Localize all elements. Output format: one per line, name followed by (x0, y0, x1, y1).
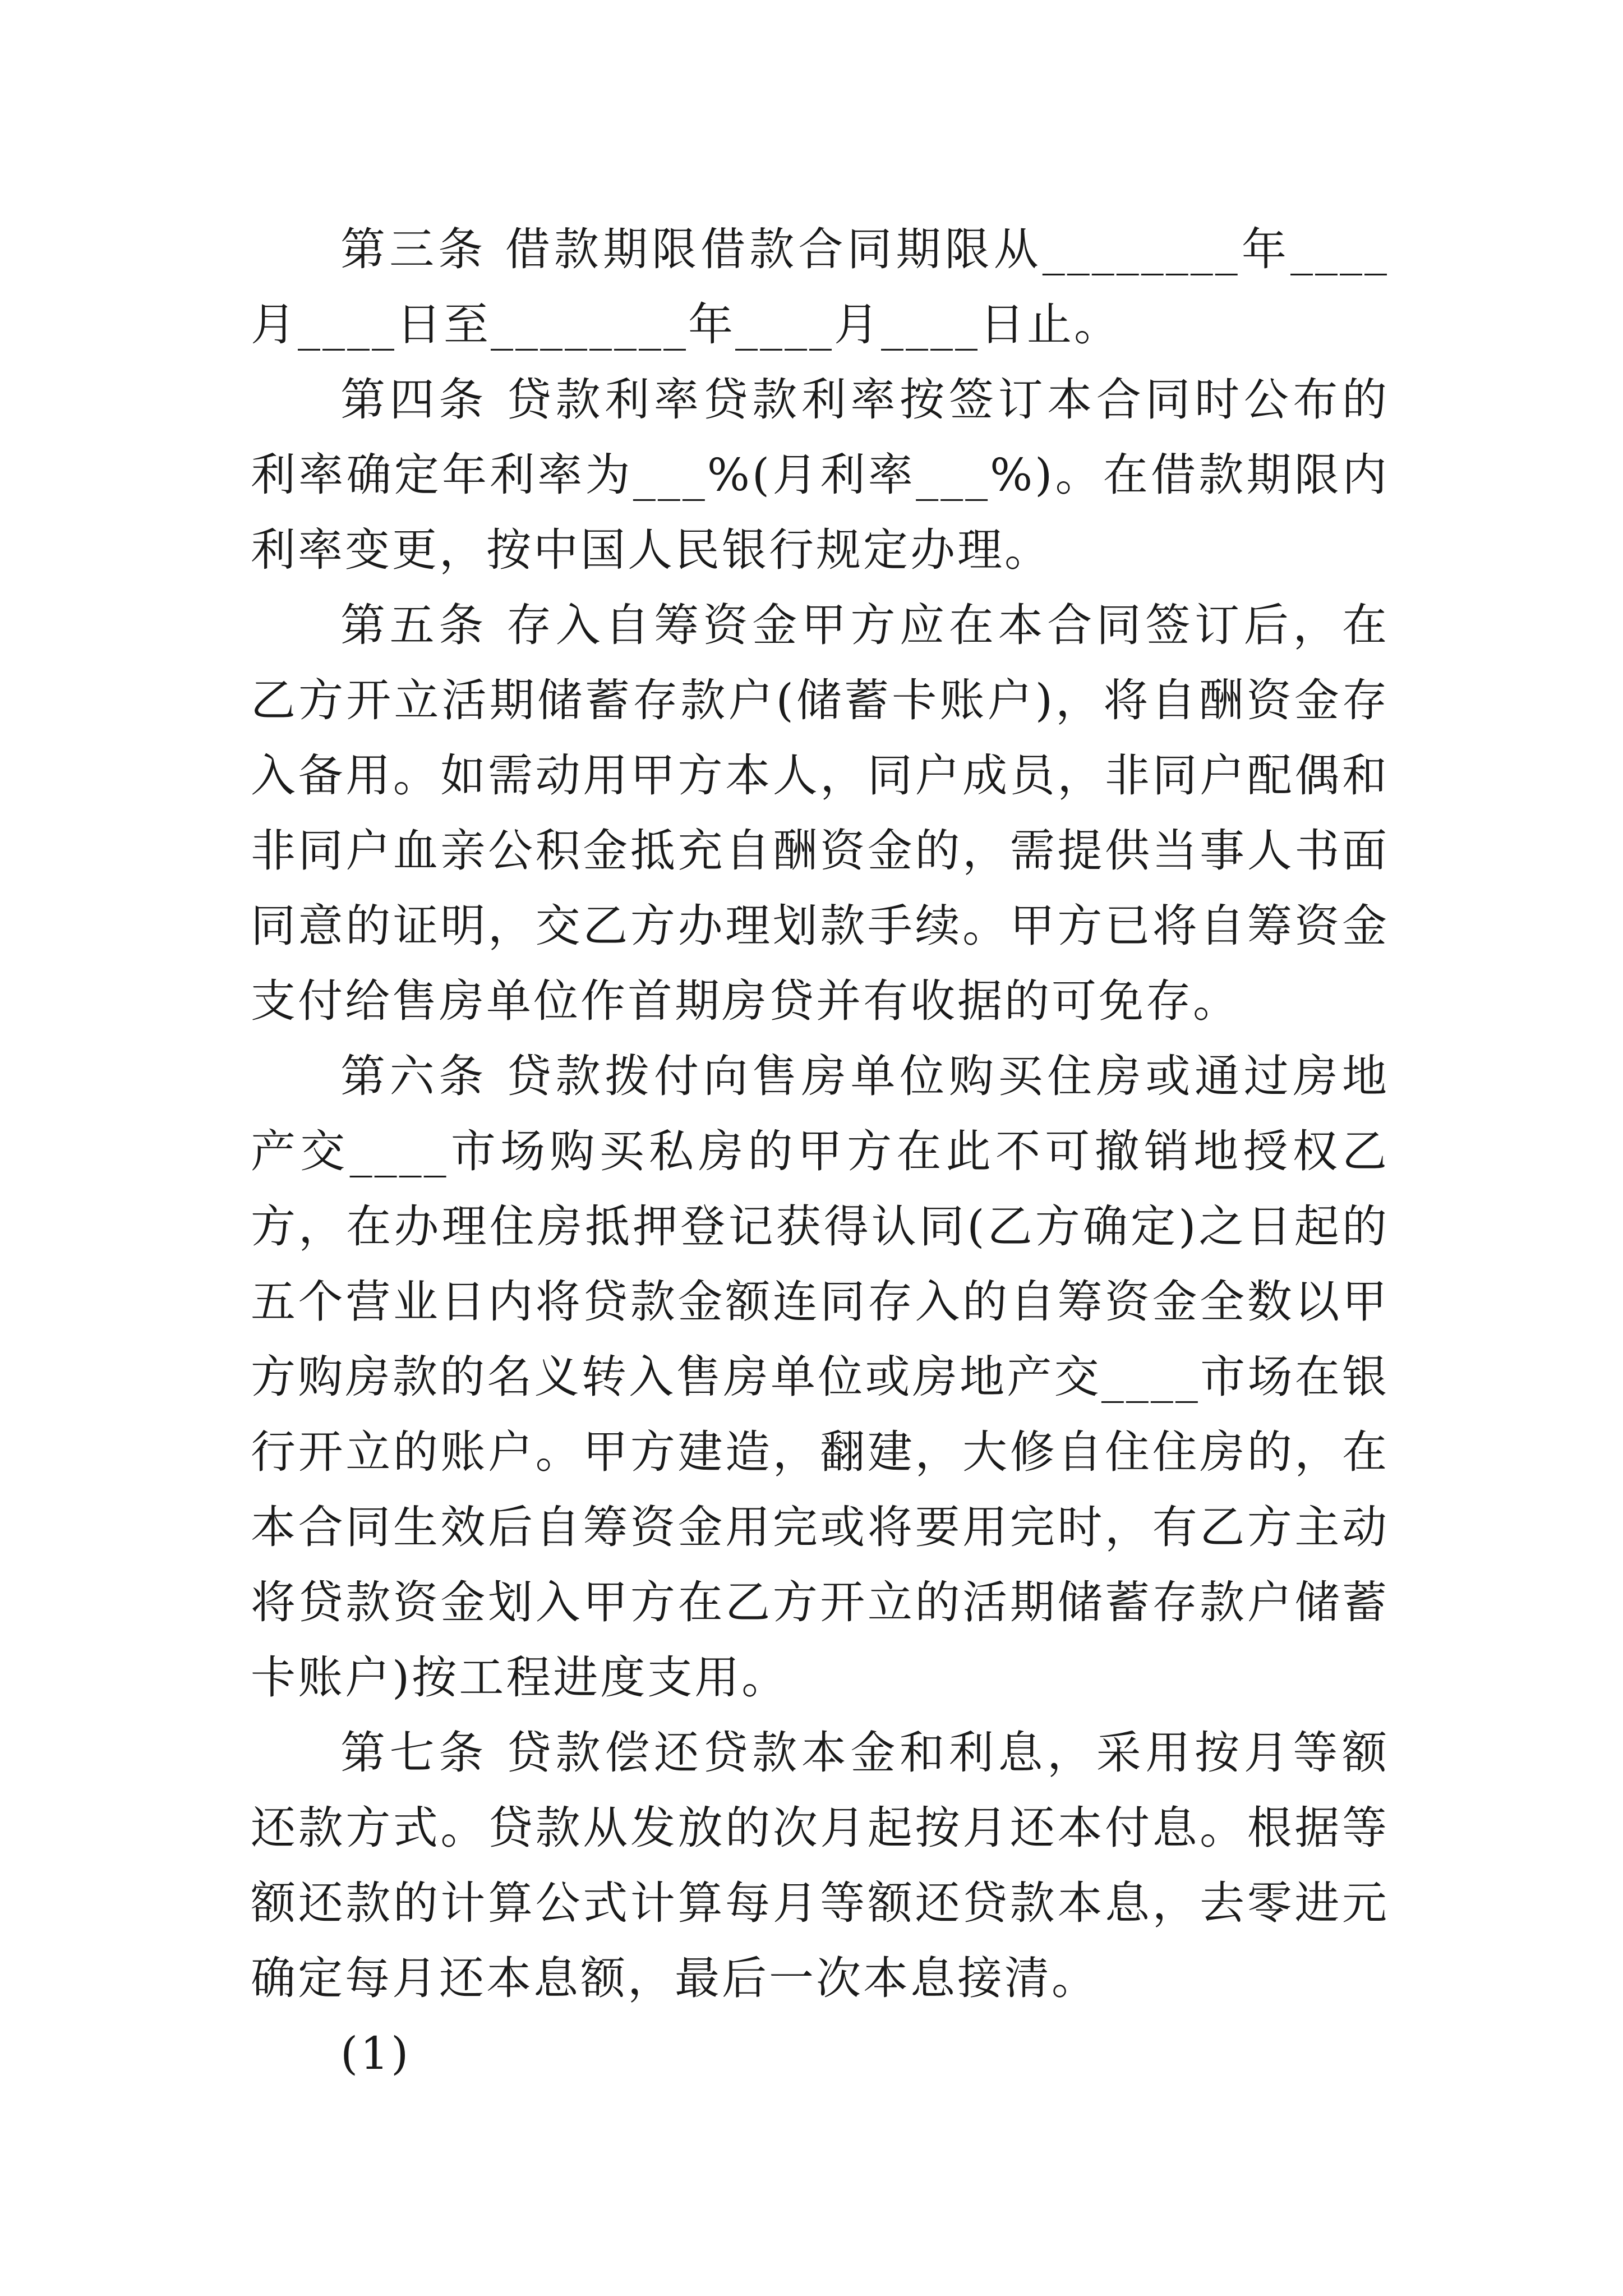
paragraph-article-7: 第七条 贷款偿还贷款本金和利息，采用按月等额还款方式。贷款从发放的次月起按月还本付息。根据等额还款的计算公式计算每月等额还贷款本息，去零进元确定每月还本息额，最后一次本息接清。 (251, 1727, 1389, 2004)
paragraph-article-3: 第三条 借款期限借款合同期限从________年____月____日至________年____月____日止。 (251, 223, 1389, 351)
document-body (251, 212, 1389, 2091)
paragraph-article-6: 第六条 贷款拨付向售房单位购买住房或通过房地产交____市场购买私房的甲方在此不可撤销地授权乙方，在办理住房抵押登记获得认同(乙方确定)之日起的五个营业日内将贷款金额连同存入的自筹资金全数以甲方购房款的名义转入售房单位或房地产交____市场在银行开立的账户。甲方建造，翻建，大修自住住房的，在本合同生效后自筹资金用完或将要用完时，有乙方主动将贷款资金划入甲方在乙方开立的活期储蓄存款户储蓄卡账户)按工程进度支用。 (251, 1050, 1389, 1704)
paragraph-item-1: (1) (340, 2027, 411, 2079)
paragraph-article-4: 第四条 贷款利率贷款利率按签订本合同时公布的利率确定年利率为___%(月利率___%)。在借款期限内利率变更，按中国人民银行规定办理。 (251, 374, 1389, 576)
paragraph-article-5: 第五条 存入自筹资金甲方应在本合同签订后，在乙方开立活期储蓄存款户(储蓄卡账户)，将自酬资金存入备用。如需动用甲方本人，同户成员，非同户配偶和非同户血亲公积金抵充自酬资金的，需提供当事人书面同意的证明，交乙方办理划款手续。甲方已将自筹资金支付给售房单位作首期房贷并有收据的可免存。 (251, 599, 1389, 1027)
